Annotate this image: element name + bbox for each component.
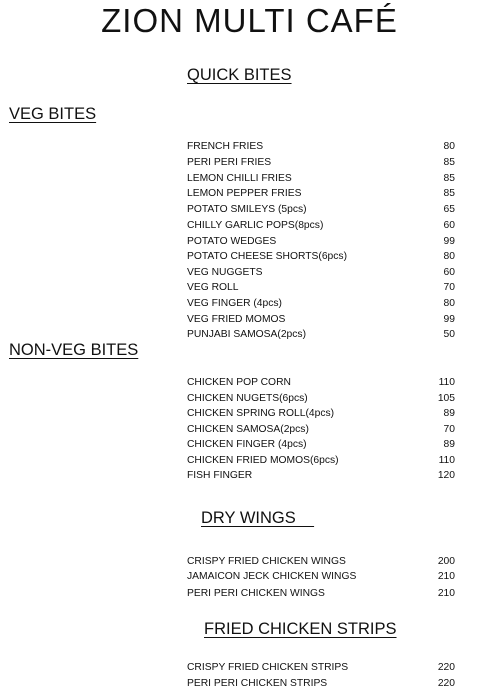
item-price: 80	[443, 298, 455, 309]
item-name: CRISPY FRIED CHICKEN STRIPS	[187, 662, 349, 673]
item-name: CHILLY GARLIC POPS(8pcs)	[187, 220, 324, 231]
item-price: 220	[437, 678, 455, 689]
item-name: PUNJABI SAMOSA(2pcs)	[187, 329, 307, 340]
section-heading-dry-wings: DRY WINGS	[201, 509, 315, 527]
item-name: VEG NUGGETS	[187, 267, 263, 278]
item-name: FISH FINGER	[187, 470, 253, 481]
item-name: JAMAICON JECK CHICKEN WINGS	[187, 571, 357, 582]
item-price: 99	[443, 236, 455, 247]
item-price: 89	[443, 439, 455, 450]
item-name: POTATO CHEESE SHORTS(6pcs)	[187, 251, 348, 262]
item-price: 80	[443, 251, 455, 262]
item-price: 200	[437, 556, 455, 567]
section-heading-fried-chicken-strips: FRIED CHICKEN STRIPS	[204, 620, 397, 638]
item-name: CHICKEN SAMOSA(2pcs)	[187, 424, 309, 435]
item-price: 210	[437, 588, 455, 599]
item-name: PERI PERI FRIES	[187, 157, 272, 168]
item-price: 70	[443, 424, 455, 435]
item-price: 50	[443, 329, 455, 340]
item-price: 110	[438, 455, 455, 466]
item-name: LEMON CHILLI FRIES	[187, 173, 292, 184]
item-price: 85	[443, 157, 455, 168]
item-price: 220	[437, 662, 455, 673]
item-name: LEMON PEPPER FRIES	[187, 188, 302, 199]
item-price: 89	[443, 408, 455, 419]
item-name: PERI PERI CHICKEN STRIPS	[187, 678, 328, 689]
section-heading-veg-bites: VEG BITES	[9, 105, 97, 123]
item-name: VEG FRIED MOMOS	[187, 314, 286, 325]
item-name: VEG ROLL	[187, 282, 239, 293]
item-name: CHICKEN NUGETS(6pcs)	[187, 393, 308, 404]
section-heading-non-veg-bites: NON-VEG BITES	[9, 341, 139, 359]
item-name: PERI PERI CHICKEN WINGS	[187, 588, 325, 599]
item-price: 85	[443, 188, 455, 199]
section-heading-quick-bites: QUICK BITES	[187, 66, 292, 84]
item-price: 210	[437, 571, 455, 582]
page-title: ZION MULTI CAFÉ	[101, 2, 398, 39]
item-price: 65	[443, 204, 455, 215]
item-price: 99	[443, 314, 455, 325]
item-name: CHICKEN FRIED MOMOS(6pcs)	[187, 455, 339, 466]
item-name: CRISPY FRIED CHICKEN WINGS	[187, 556, 346, 567]
item-name: FRENCH FRIES	[187, 141, 264, 152]
item-name: CHICKEN POP CORN	[187, 377, 291, 388]
item-price: 70	[443, 282, 455, 293]
item-price: 110	[438, 377, 455, 388]
item-price: 85	[443, 173, 455, 184]
item-name: POTATO SMILEYS (5pcs)	[187, 204, 307, 215]
item-name: POTATO WEDGES	[187, 236, 277, 247]
item-price: 60	[443, 267, 455, 278]
item-price: 80	[443, 141, 455, 152]
item-name: CHICKEN SPRING ROLL(4pcs)	[187, 408, 335, 419]
item-price: 60	[443, 220, 455, 231]
item-name: VEG FINGER (4pcs)	[187, 298, 282, 309]
item-price: 120	[437, 470, 455, 481]
item-name: CHICKEN FINGER (4pcs)	[187, 439, 307, 450]
item-price: 105	[437, 393, 455, 404]
